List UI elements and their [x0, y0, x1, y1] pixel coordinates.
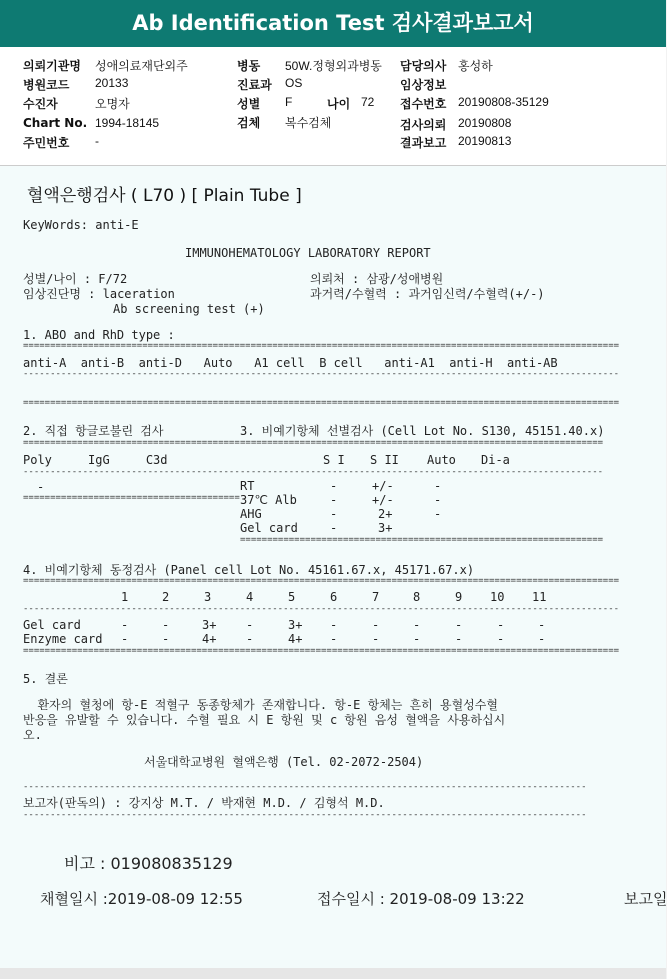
label-physician: 담당의사 — [400, 59, 447, 73]
lab-contact: 서울대학교병원 혈액은행 (Tel. 02-2072-2504) — [144, 755, 424, 769]
label-chart-no: Chart No. — [23, 116, 88, 130]
panel-col: 8 — [413, 590, 421, 604]
panel-cell: - — [330, 618, 338, 632]
panel-cell: - — [121, 618, 129, 632]
panel-single-rule: -------------------------------------------------------------------------------------------------------------- — [23, 604, 620, 614]
reporter-top-rule: -------------------------------------------------------------------------------------------------------- — [23, 782, 587, 792]
panel-cell: 4+ — [202, 632, 217, 646]
received-time: 접수일시 : 2019-08-09 13:22 — [317, 890, 525, 908]
label-hospital-code: 병원코드 — [23, 78, 70, 92]
reporter: 보고자(판독의) : 강지상 M.T. / 박재현 M.D. / 김형석 M.D. — [23, 796, 385, 810]
value-specimen: 복수검체 — [285, 116, 332, 130]
conclusion-line: 오. — [23, 728, 42, 742]
panel-cell: - — [413, 632, 421, 646]
label-ward: 병동 — [237, 59, 261, 73]
panel-row-label: Gel card — [23, 618, 81, 632]
value-chart-no: 1994-18145 — [95, 116, 160, 130]
panel-cell: - — [121, 632, 129, 646]
screening-cell: 3+ — [378, 521, 393, 535]
patient-info-panel — [0, 47, 666, 166]
value-department: OS — [285, 76, 303, 90]
label-request-date: 검사의뢰 — [400, 118, 447, 132]
value-physician: 홍성하 — [458, 59, 493, 73]
screening-single-rule: ------------------------------------------------------------------- — [240, 467, 604, 477]
conclusion-line: 환자의 혈청에 항-E 적혈구 동종항체가 존재합니다. 항-E 항체는 흔히 용혈성수혈 — [23, 698, 498, 712]
panel-col: 4 — [246, 590, 254, 604]
label-clinical-info: 임상정보 — [400, 78, 447, 92]
panel-cell: - — [372, 618, 380, 632]
panel-end-rule: ============================================================================================================== — [23, 646, 620, 656]
scanned-report — [0, 166, 666, 979]
screening-row-label: AHG — [240, 507, 262, 521]
patient-sex-age: 성별/나이 : F/72 — [23, 272, 128, 286]
panel-cell: - — [246, 632, 254, 646]
panel-col: 10 — [490, 590, 505, 604]
dat-end-rule: ======================================== — [23, 493, 240, 503]
panel-cell: - — [497, 632, 505, 646]
value-accession-number: 20190808-35129 — [458, 95, 549, 109]
panel-cell: 3+ — [288, 618, 303, 632]
value-request-date: 20190808 — [458, 116, 512, 130]
value-age: 72 — [361, 95, 375, 109]
section-title: 혈액은행검사 ( L70 ) [ Plain Tube ] — [27, 186, 302, 206]
abo-double-rule: ============================================================================================================== — [23, 341, 620, 351]
panel-col: 7 — [372, 590, 380, 604]
panel-section-title: 4. 비예기항체 동정검사 (Panel cell Lot No. 45161.67.x, 45171.67.x) — [23, 563, 475, 577]
label-specimen: 검체 — [237, 116, 261, 130]
bottom-strip — [0, 968, 666, 979]
screening-cell: - — [434, 493, 442, 507]
panel-cell: - — [538, 632, 546, 646]
screening-row-label: Gel card — [240, 521, 298, 535]
patient-diagnosis: 임상진단명 : laceration — [23, 287, 175, 301]
value-requesting-institution: 성애의료재단외주 — [95, 59, 188, 73]
value-patient-name: 오명자 — [95, 97, 130, 111]
screening-cell: - — [330, 479, 338, 493]
panel-col: 11 — [532, 590, 547, 604]
panel-cell: - — [162, 632, 170, 646]
requesting-institution: 의뢰처 : 삼광/성애병원 — [310, 272, 444, 286]
label-requesting-institution: 의뢰기관명 — [23, 59, 81, 73]
label-resident-number: 주민번호 — [23, 136, 70, 150]
panel-cell: - — [455, 632, 463, 646]
panel-cell: - — [455, 618, 463, 632]
screening-double-rule: =================================================================== — [240, 438, 604, 448]
abo-end-rule: ============================================================================================================== — [23, 398, 620, 408]
screening-cell: - — [434, 479, 442, 493]
dat-double-rule: ======================================== — [23, 438, 240, 448]
panel-cell: - — [497, 618, 505, 632]
dat-single-rule: ---------------------------------------- — [23, 467, 240, 477]
dat-table-header: Poly IgG C3d — [23, 453, 168, 467]
screening-cell: - — [330, 521, 338, 535]
screening-col-auto: Auto — [427, 453, 456, 467]
panel-col: 2 — [162, 590, 170, 604]
collection-time: 채혈일시 :2019-08-09 12:55 — [40, 890, 243, 908]
screening-cell: 2+ — [378, 507, 393, 521]
panel-double-rule: ============================================================================================================== — [23, 576, 620, 586]
panel-cell: - — [246, 618, 254, 632]
screening-col-dia: Di-a — [481, 453, 510, 467]
panel-cell: 3+ — [202, 618, 217, 632]
label-department: 진료과 — [237, 78, 272, 92]
value-resident-number: - — [95, 134, 99, 148]
screening-end-rule: =================================================================== — [240, 535, 604, 545]
value-report-date: 20190813 — [458, 134, 512, 148]
keywords: KeyWords: anti-E — [23, 218, 139, 232]
remark: 비고 : 019080835129 — [64, 854, 233, 873]
label-report-date: 결과보고 — [400, 136, 447, 150]
screening-cell: - — [434, 507, 442, 521]
label-sex: 성별 — [237, 97, 261, 111]
conclusion-title: 5. 결론 — [23, 672, 68, 686]
panel-col: 1 — [121, 590, 129, 604]
abo-section-title: 1. ABO and RhD type : — [23, 328, 175, 342]
screening-cell: +/- — [372, 479, 394, 493]
dat-section-title: 2. 직접 항글로불린 검사 — [23, 424, 164, 438]
abo-table-header: anti-A anti-B anti-D Auto A1 cell B cell anti-A1 anti-H anti-AB — [23, 356, 558, 370]
panel-cell: - — [372, 632, 380, 646]
label-age: 나이 — [327, 97, 351, 111]
panel-cell: - — [330, 632, 338, 646]
value-ward: 50W.정형외과병동 — [285, 59, 382, 73]
transfusion-history: 과거력/수혈력 : 과거임신력/수혈력(+/-) — [310, 287, 545, 301]
panel-cell: - — [162, 618, 170, 632]
label-patient-name: 수진자 — [23, 97, 58, 111]
abo-single-rule: -------------------------------------------------------------------------------------------------------------- — [23, 369, 620, 379]
report-header — [0, 0, 666, 47]
conclusion-line: 반응을 유발할 수 있습니다. 수혈 필요 시 E 항원 및 c 항원 음성 혈액을 사용하십시 — [23, 713, 506, 727]
screening-cell: - — [330, 493, 338, 507]
panel-col: 9 — [455, 590, 463, 604]
screening-col-s1: S I — [323, 453, 345, 467]
panel-col: 5 — [288, 590, 296, 604]
label-accession-number: 접수번호 — [400, 97, 447, 111]
reporter-bottom-rule: -------------------------------------------------------------------------------------------------------- — [23, 810, 587, 820]
screening-cell: - — [330, 507, 338, 521]
panel-cell: - — [538, 618, 546, 632]
value-sex: F — [285, 95, 293, 109]
ab-screening-result: Ab screening test (+) — [113, 302, 265, 316]
panel-cell: - — [413, 618, 421, 632]
lab-report-title: IMMUNOHEMATOLOGY LABORATORY REPORT — [185, 246, 431, 260]
panel-row-label: Enzyme card — [23, 632, 103, 646]
screening-row-label: 37℃ Alb — [240, 493, 297, 507]
screening-section-title: 3. 비예기항체 선별검사 (Cell Lot No. S130, 45151.40.x) — [240, 424, 605, 438]
dat-result: - — [37, 480, 45, 494]
panel-col: 3 — [204, 590, 212, 604]
report-title: Ab Identification Test 검사결과보고서 — [132, 11, 534, 35]
value-hospital-code: 20133 — [95, 76, 129, 90]
report-time-label: 보고일 — [624, 890, 667, 908]
screening-cell: +/- — [372, 493, 394, 507]
panel-cell: 4+ — [288, 632, 303, 646]
panel-col: 6 — [330, 590, 338, 604]
screening-row-label: RT — [240, 479, 255, 493]
screening-col-s2: S II — [370, 453, 399, 467]
